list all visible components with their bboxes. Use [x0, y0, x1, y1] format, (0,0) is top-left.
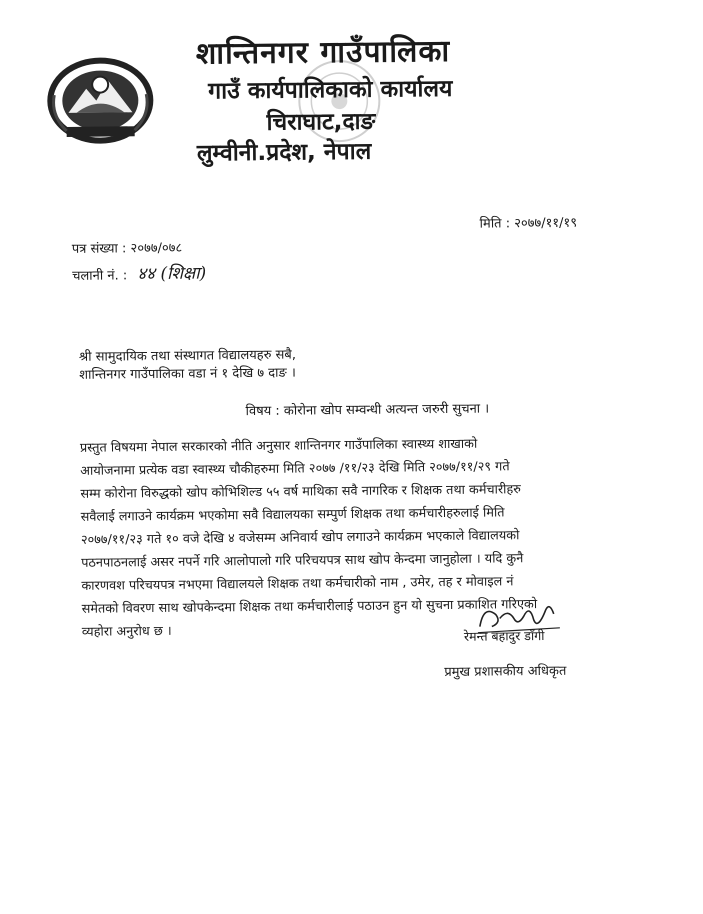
body-line: प्रस्तुत विषयमा नेपाल सरकारको नीति अनुसार शान्तिनगर गाउँपालिका स्वास्थ्य शाखाको	[79, 436, 478, 456]
body-line: २०७७/११/२३ गते १० वजे देखि ४ वजेसम्म अनिवार्य खोप लगाउने कार्यक्रम भएकाले विद्यालयको	[80, 528, 520, 548]
body-line: पठनपाठनलाई असर नपर्ने गरि आलोपालो गरि परिचयपत्र साथ खोप केन्दमा जानुहोला । यदि कुनै	[81, 551, 524, 571]
nepal-emblem-icon	[46, 54, 155, 145]
signatory-title: प्रमुख प्रशासकीय अधिकृत	[444, 663, 567, 681]
office-type: गाउँ कार्यपालिकाको कार्यालय	[208, 75, 453, 105]
subject-line: विषय : कोरोना खोप सम्वन्धी अत्यन्त जरुरी सुचना ।	[245, 401, 490, 420]
body-line: कारणवश परिचयपत्र नभएमा विद्यालयले शिक्षक तथा कर्मचारीको नाम , उमेर, तह र मोवाइल नं	[81, 574, 514, 594]
recipient-line-2: शान्तिनगर गाउँपालिका वडा नं १ देखि ७ दाङ ।	[79, 365, 296, 383]
recipient-line-1: श्री सामुदायिक तथा संस्थागत विद्यालयहरु सबै,	[78, 347, 297, 365]
reference-number: पत्र संख्या : २०७७/०७८	[71, 240, 183, 257]
body-line: सवैलाई लगाउने कार्यक्रम भएकोमा सवै विद्यालयका सम्पुर्ण शिक्षक तथा कर्मचारीहरुलाई मिति	[80, 505, 505, 525]
dispatch-number	[72, 260, 206, 284]
dispatch-handwritten: ४४ (शिक्षा)	[137, 263, 207, 285]
office-province: लुम्वीनी.प्रदेश, नेपाल	[196, 138, 372, 167]
body-line: व्यहोरा अनुरोध छ ।	[81, 623, 172, 640]
signatory-name: रेमन्त बहादुर डाँगी	[463, 627, 545, 644]
dispatch-label: चलानी नं. :	[72, 268, 128, 284]
office-name: शान्तिनगर गाउँपालिका	[195, 33, 451, 72]
body-line: सम्म कोरोना विरुद्धको खोप कोभिशिल्ड ५५ वर्ष माथिका सवै नागरिक र शिक्षक तथा कर्मचारीहरु	[80, 482, 521, 502]
body-line: आयोजनामा प्रत्येक वडा स्वास्थ्य चौकीहरुमा मिति २०७७ /११/२३ देखि मिति २०७७/११/२९ गते	[80, 459, 510, 479]
body-line: समेतको विवरण साथ खोपकेन्दमा शिक्षक तथा कर्मचारीलाई पठाउन हुन यो सुचना प्रकाशित गरिएको	[81, 597, 538, 617]
letter-date: मिति : २०७७/११/१९	[479, 215, 578, 232]
office-address: चिराघाट,दाङ	[266, 108, 376, 136]
